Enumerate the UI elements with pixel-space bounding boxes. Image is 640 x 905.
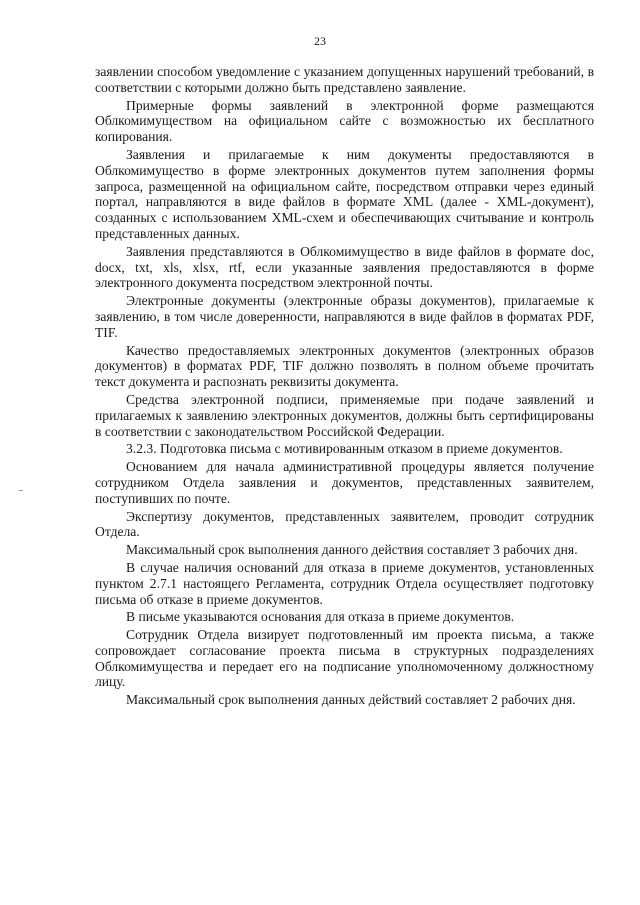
paragraph: заявлении способом уведомление с указанием допущенных нарушений требований, в соответствии с которыми должно быть представлено заявление. [95, 64, 594, 95]
document-body [95, 64, 594, 710]
paragraph: В случае наличия оснований для отказа в приеме документов, установленных пунктом 2.7.1 настоящего Регламента, сотрудник Отдела осуществляет подготовку письма об отказе в приеме документов. [95, 559, 594, 607]
paragraph: Средства электронной подписи, применяемые при подаче заявлений и прилагаемых к заявлению электронных документов, должны быть сертифицированы в соответствии с законодательством Российской Федерации. [95, 391, 594, 439]
page-number: 23 [314, 34, 326, 48]
paragraph: Электронные документы (электронные образы документов), прилагаемые к заявлению, в том числе доверенности, направляются в виде файлов в форматах PDF, TIF. [95, 293, 594, 340]
paragraph: Заявления и прилагаемые к ним документы предоставляются в Облкомимущество в форме электронных документов путем заполнения формы запроса, размещенной на официальном сайте, посредством отправки через единый портал, направляются в виде файлов в формате XML (далее - XML-документ), созданных с использованием XML-схем и обеспечивающих считывание и контроль представленных данных. [95, 146, 594, 241]
paragraph: Примерные формы заявлений в электронной форме размещаются Облкомимуществом на официальном сайте с возможностью их бесплатного копирования. [95, 97, 594, 145]
paragraph: Максимальный срок выполнения данных действий составляет 2 рабочих дня. [126, 692, 576, 708]
paragraph: Качество предоставляемых электронных документов (электронных образов документов) в форматах PDF, TIF должно позволять в полном объеме прочитать текст документа и распознать реквизиты документа. [95, 342, 594, 390]
paragraph: Сотрудник Отдела визирует подготовленный им проекта письма, а также сопровождает согласование проекта письма в структурных подразделениях Облкомимущества и передает его на подписание уполномоченному должностному лицу. [95, 627, 594, 690]
paragraph: Максимальный срок выполнения данного действия составляет 3 рабочих дня. [126, 542, 578, 558]
paragraph: Заявления представляются в Облкомимущество в виде файлов в формате doc, docx, txt, xls, xlsx, rtf, если указанные заявления предоставляются в форме электронного документа посредством электронной почты. [95, 243, 594, 291]
paragraph: В письме указываются основания для отказа в приеме документов. [126, 609, 515, 625]
margin-mark [19, 490, 23, 491]
paragraph: Экспертизу документов, представленных заявителем, проводит сотрудник Отдела. [95, 508, 594, 540]
paragraph: Основанием для начала административной процедуры является получение сотрудником Отдела заявления и документов, представленных заявителем, поступивших по почте. [95, 459, 594, 506]
section-heading: 3.2.3. Подготовка письма с мотивированным отказом в приеме документов. [126, 441, 563, 457]
